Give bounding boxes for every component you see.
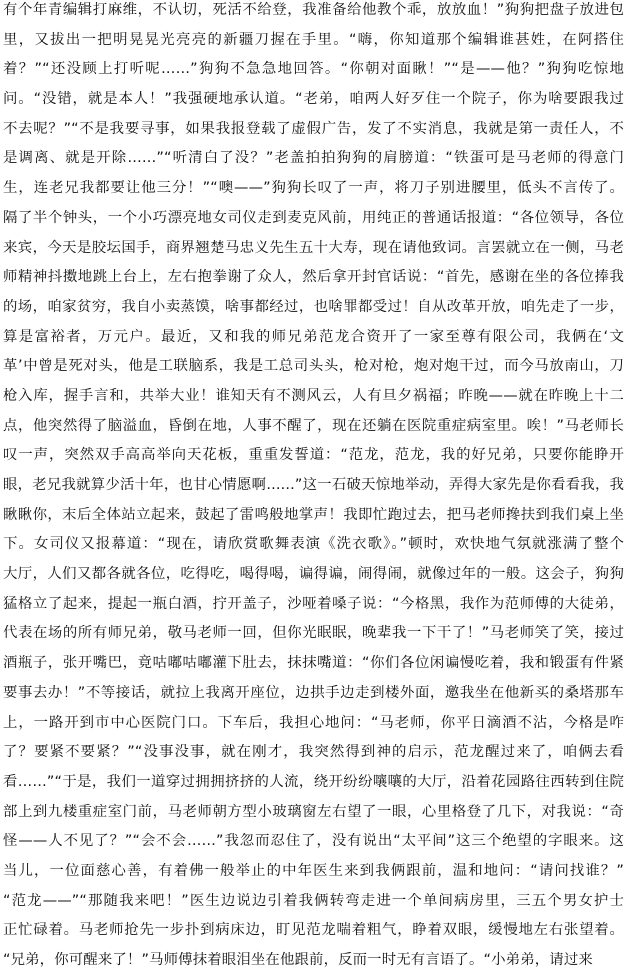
text-line: “兄弟，你可醒来了！”马师傅抹着眼泪坐在他跟前，反而一时无有言语了。“小弟弟，请过来	[3, 952, 593, 968]
text-line: 着？”“还没顾上打听呢……”狗狗不急急地回答。“你朝对面瞅！”“是——他？”狗狗吃惊地	[3, 61, 624, 78]
text-line: 算是富裕者，万元户。最近，又和我的师兄弟范龙合资开了一家至尊有限公司，我俩在‘文	[3, 328, 624, 345]
text-line: 里，又拔出一把明晃晃光亮亮的新疆刀握在手里。“嗨，你知道那个编辑谁甚姓，在阿搭住	[3, 31, 624, 48]
text-line: 上，一路开到市中心医院门口。下车后，我担心地问：“马老师，你平日滴酒不沾，今格是咋	[3, 714, 624, 731]
text-line: 生，连老兄我都要让他三分！”“噢——”狗狗长叹了一声，将刀子别进腰里，低头不言传了。	[3, 180, 624, 197]
text-line: 眼，老兄我就算少活十年，也甘心情愿啊……”这一石破天惊地举动，弄得大家先是你看看我，我	[3, 477, 624, 493]
text-line: 了？要紧不要紧？”“没事没事，就在刚才，我突然得到神的启示，范龙醒过来了，咱俩去看	[3, 744, 624, 761]
text-line: 问。“没错，就是本人！”我强硬地承认道。“老弟，咱两人好歹住一个院子，你为啥要跟我过	[3, 91, 624, 108]
text-line: 点，他突然得了脑溢血，昏倒在地，人事不醒了，现在还躺在医院重症病室里。唉！”马老师长	[3, 417, 624, 434]
text-line: 下。女司仪又报幕道：“现在，请欣赏歌舞表演《洗衣歌》。”顿时，欢快地气氛就涨满了整个	[3, 536, 624, 553]
text-line: 酒瓶子，张开嘴巴，竟咕嘟咕嘟灌下肚去，抹抹嘴道：“你们各位闲谝慢吃着，我和锻蛋有件紧	[3, 655, 624, 672]
text-line: 革’中曾是死对头，他是工联脑系，我是工总司头头，枪对枪，炮对炮干过，而今马放南山，刀	[3, 358, 624, 375]
text-line: 是调离、就是开除……”“听清白了没？”老盖拍拍狗狗的肩膀道：“铁蛋可是马老师的得意门	[3, 150, 624, 167]
text-line: 隔了半个钟头，一个小巧漂亮地女司仪走到麦克风前，用纯正的普通话报道：“各位领导，各位	[3, 209, 624, 226]
text-line: 看……”“于是，我们一道穿过拥拥挤挤的人流，绕开纷纷嚷嚷的大厅，沿着花园路往西转到住院	[3, 773, 624, 790]
text-line: 来宾，今天是胶坛国手，商界翘楚马忠义先生五十大寿，现在请他致词。言罢就立在一侧，马老	[3, 239, 624, 256]
text-line: 师精神抖擞地跳上台上，左右抱拳谢了众人，然后拿开封官话说：“首先，感谢在坐的各位捧我	[3, 269, 624, 286]
text-line: 部上到九楼重症室门前，马老师朝方型小玻璃窗左右望了一眼，心里格登了几下，对我说：“奇	[3, 803, 624, 820]
text-line: 怪——人不见了？”“会不会……”我忽而忍住了，没有说出“太平间”这三个绝望的字眼来。这	[3, 833, 624, 850]
text-line: 的场，咱家贫穷，我自小卖蒸馍，啥事都经过，也啥罪都受过！自从改革开放，咱先走了一步，	[3, 298, 624, 315]
text-line: 猛格立了起来，提起一瓶白酒，拧开盖子，沙哑着嗓子说：“今格黑，我作为范师傅的大徒弟，	[3, 595, 624, 612]
text-line: “范龙——”“那随我来吧！”医生边说边引着我俩转弯走进一个单间病房里，三五个男女护士	[3, 892, 624, 909]
text-line: 当儿，一位面慈心善，有着佛一般举止的中年医生来到我俩跟前，温和地问：“请问找谁？”	[3, 862, 624, 879]
text-line: 瞅瞅你，末后全体站立起来，鼓起了雷鸣般地掌声！我即忙跑过去，把马老师搀扶到我们桌上坐	[3, 506, 624, 523]
text-line: 叹一声，突然双手高高举向天花板，重重发誓道：“范龙，范龙，我的好兄弟，只要你能睁开	[3, 447, 624, 464]
text-line: 代表在场的所有师兄弟，敬马老师一回，但你光眠眠，晚辈我一下干了！”马老师笑了笑，接过	[3, 625, 624, 642]
text-line: 正忙碌着。马老师抢先一步扑到病床边，盯见范龙喘着粗气，睁着双眼，缓慢地左右张望着。	[3, 922, 624, 939]
text-line: 大厅，人们又都各就各位，吃得吃，喝得喝，谝得谝，闹得闹，就像过年的一般。这会子，狗狗	[3, 566, 624, 583]
text-line: 不去呢？”“不是我要寻事，如果我报登载了虚假广告，发了不实消息，我就是第一责任人，不	[3, 120, 624, 137]
text-line: 要事去办！”不等接话，就拉上我离开座位，边拱手边走到楼外面，邀我坐在他新买的桑塔那车	[3, 684, 624, 701]
text-line: 枪入库，握手言和，共举大业！谁知天有不测风云，人有旦夕祸福；昨晚——就在昨晚上十二	[3, 387, 624, 404]
text-line: 有个年青编辑打麻维，不认切，死活不给登，我准备给他教个乖，放放血！”狗狗把盘子放进包	[3, 2, 624, 18]
